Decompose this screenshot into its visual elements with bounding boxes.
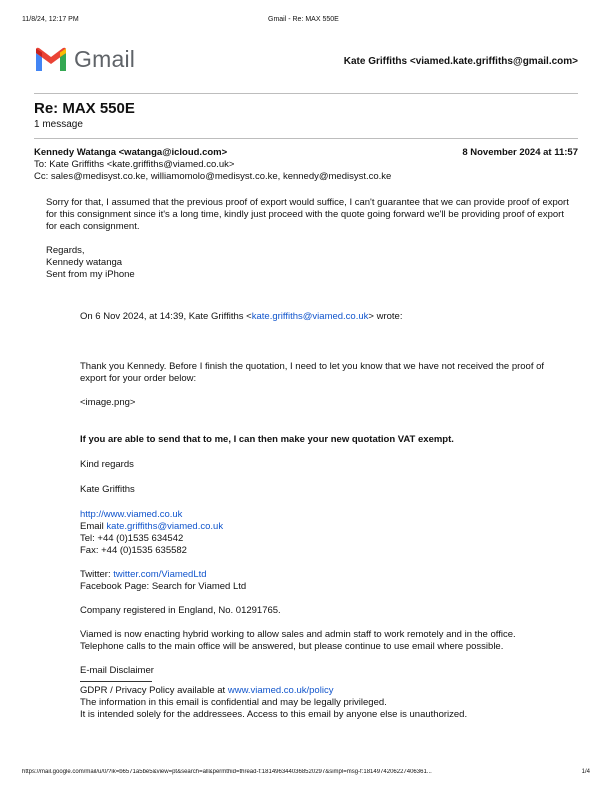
gmail-logo[interactable]: [34, 46, 135, 73]
signoff-line: Sent from my iPhone: [46, 269, 135, 280]
message-count: 1 message: [34, 119, 83, 130]
quote-paragraph-bold: If you are able to send that to me, I can then make your new quotation VAT exempt.: [80, 434, 454, 445]
footer-url: https://mail.google.com/mail/u/0/?ik=b6571a5be5&view=pt&search=all&permthid=thread-f:1814963440368520297&simpl=msg-f:1814974206227406361...: [22, 769, 432, 775]
quoted-body: [80, 361, 550, 721]
signature-fax: Fax: +44 (0)1535 635582: [80, 545, 187, 556]
email-link[interactable]: kate.griffiths@viamed.co.uk: [106, 521, 224, 532]
print-footer: [22, 769, 590, 777]
signature-name: Kate Griffiths: [80, 484, 135, 495]
gdpr-line: GDPR / Privacy Policy available at www.viamed.co.uk/policy: [80, 685, 334, 696]
recipients-cc: Cc: sales@medisyst.co.ke, williamomolo@medisyst.co.ke, kennedy@medisyst.co.ke: [34, 171, 392, 182]
twitter-link[interactable]: twitter.com/ViamedLtd: [113, 569, 207, 580]
sender: Kennedy Watanga <watanga@icloud.com>: [34, 147, 228, 158]
body-paragraph: Sorry for that, I assumed that the previous proof of export would suffice, I can't guarantee that we can provide proof of export for this consignment since it's a long time, kindly just proceed with the quote going forward we'll be providing proof of export for each consignment.: [46, 197, 569, 232]
signature-facebook: Facebook Page: Search for Viamed Ltd: [80, 581, 247, 592]
disclaimer-divider: [80, 681, 152, 682]
disclaimer-title: E-mail Disclaimer: [80, 665, 154, 676]
divider: [34, 138, 578, 139]
thread-subject: Re: MAX 550E: [34, 100, 135, 117]
gmail-wordmark: Gmail: [74, 46, 136, 72]
quote-paragraph: Thank you Kennedy. Before I finish the quotation, I need to let you know that we have not received the proof of export for your order below:: [80, 361, 545, 384]
hybrid-working-notice: Viamed is now enacting hybrid working to allow sales and admin staff to work remotely and in the office. Telephone calls to the main office will be answered, but please continue to use email where possible.: [80, 629, 516, 652]
quoted-message: [80, 311, 550, 323]
intended-recipients-line: It is intended solely for the addressees. Access to this email by anyone else is unauthorized.: [80, 709, 468, 720]
confidentiality-line: The information in this email is confidential and may be legally privileged.: [80, 697, 387, 708]
signature-twitter: Twitter: twitter.com/ViamedLtd: [80, 569, 207, 580]
attribution-email-link[interactable]: kate.griffiths@viamed.co.uk: [251, 311, 369, 322]
website-link[interactable]: http://www.viamed.co.uk: [80, 509, 183, 520]
signoff-line: Regards,: [46, 245, 85, 256]
policy-link[interactable]: www.viamed.co.uk/policy: [227, 685, 334, 696]
page-number: 1/4: [581, 769, 590, 775]
gmail-m-icon: [34, 47, 68, 73]
closing: Kind regards: [80, 459, 134, 470]
company-registration: Company registered in England, No. 01291765.: [80, 605, 281, 616]
print-datetime: 11/8/24, 12:17 PM: [22, 16, 79, 23]
message-date: 8 November 2024 at 11:57: [462, 147, 578, 158]
signoff-line: Kennedy watanga: [46, 257, 123, 268]
print-page-title: Gmail - Re: MAX 550E: [268, 16, 339, 23]
recipients-to: To: Kate Griffiths <kate.griffiths@viamed.co.uk>: [34, 159, 235, 170]
signature-tel: Tel: +44 (0)1535 634542: [80, 533, 184, 544]
account-identity: Kate Griffiths <viamed.kate.griffiths@gmail.com>: [343, 56, 578, 67]
divider: [34, 93, 578, 94]
signature-email: Email kate.griffiths@viamed.co.uk: [80, 521, 224, 532]
attachment-placeholder: <image.png>: [80, 397, 136, 408]
message-header: [34, 147, 578, 183]
quote-attribution: On 6 Nov 2024, at 14:39, Kate Griffiths <kate.griffiths@viamed.co.uk> wrote:: [80, 311, 403, 322]
message-body: [46, 197, 576, 281]
